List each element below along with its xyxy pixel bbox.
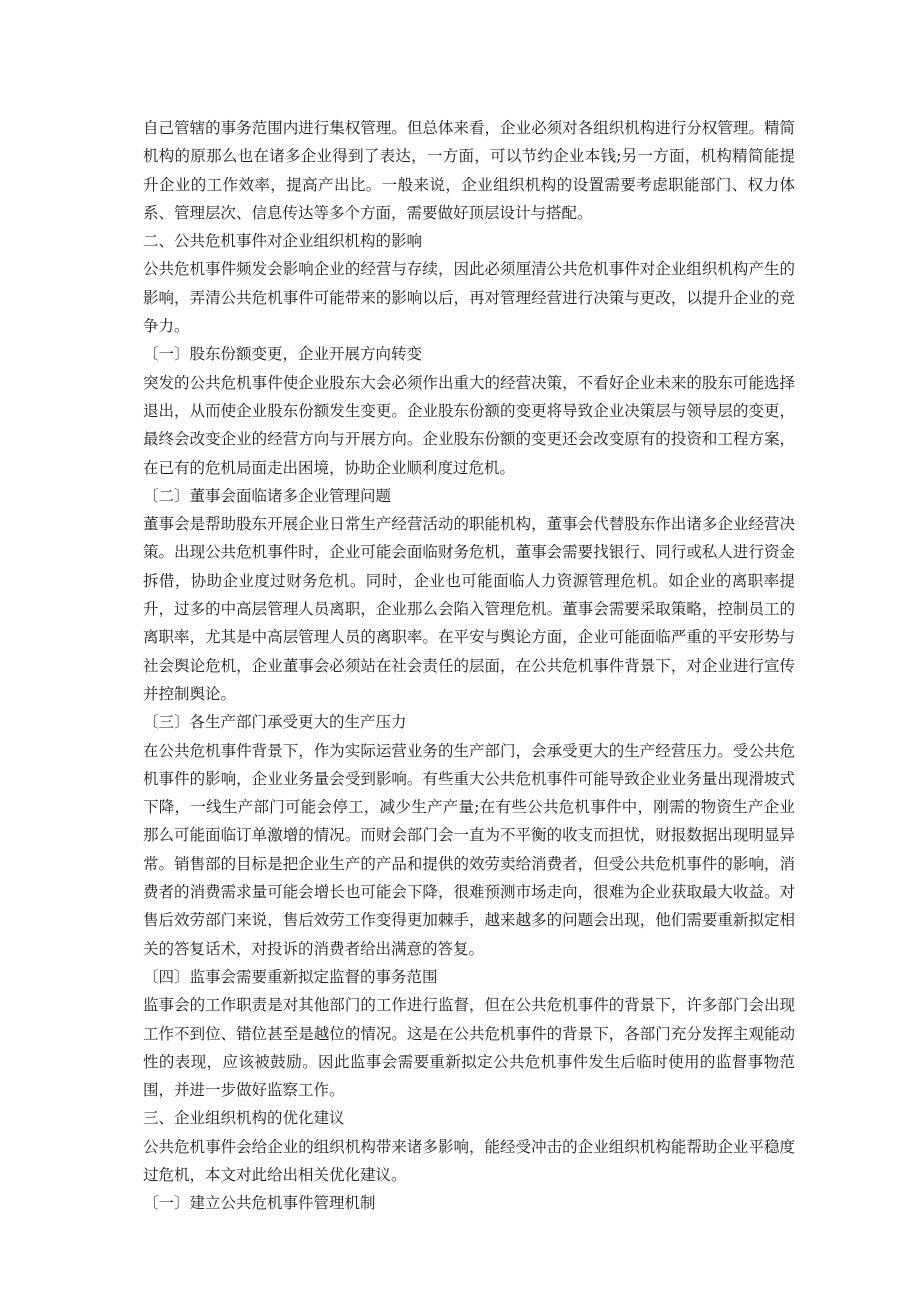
subheading-2-1: 〔一〕股东份额变更，企业开展方向转变 bbox=[143, 345, 423, 364]
paragraph-supervisors: 监事会的工作职责是对其他部门的工作进行监督，但在公共危机事件的背景下，许多部门会出现工作不到位、错位甚至是越位的情况。这是在公共危机事件的背景下，各部门充分发挥主观能动性的表现，应该被鼓励。因此监事会需要重新拟定公共危机事件发生后临时使用的监督事物范围，并进一步做好监察工作。 bbox=[143, 996, 795, 1100]
paragraph-section-2-intro: 公共危机事件频发会影响企业的经营与存续，因此必须厘清公共危机事件对企业组织机构产生的影响，弄清公共危机事件可能带来的影响以后，再对管理经营进行决策与更改，以提升企业的竞争力。 bbox=[143, 260, 795, 336]
subheading-3-1: 〔一〕建立公共危机事件管理机制 bbox=[143, 1194, 376, 1213]
section-heading-2: 二、公共危机事件对企业组织机构的影响 bbox=[143, 232, 423, 251]
subheading-2-2: 〔二〕董事会面临诸多企业管理问题 bbox=[143, 486, 392, 505]
paragraph-shareholders: 突发的公共危机事件使企业股东大会必须作出重大的经营决策，不看好企业未来的股东可能选择退出，从而使企业股东份额发生变更。企业股东份额的变更将导致企业决策层与领导层的变更，最终会改变企业的经营方向与开展方向。企业股东份额的变更还会改变原有的投资和工程方案，在已有的危机局面走出困境，协助企业顺利度过危机。 bbox=[143, 373, 795, 477]
document-body bbox=[143, 114, 795, 1218]
paragraph-production: 在公共危机事件背景下，作为实际运营业务的生产部门，会承受更大的生产经营压力。受公共危机事件的影响，企业业务量会受到影响。有些重大公共危机事件可能导致企业业务量出现滑坡式下降，一线生产部门可能会停工，减少生产产量;在有些公共危机事件中，刚需的物资生产企业那么可能面临订单激增的情况。而财会部门会一直为不平衡的收支而担忧，财报数据出现明显异常。销售部的目标是把企业生产的产品和提供的效劳卖给消费者，但受公共危机事件的影响，消费者的消费需求量可能会增长也可能会下降，很难预测市场走向，很难为企业获取最大收益。对售后效劳部门来说，售后效劳工作变得更加棘手，越来越多的问题会出现，他们需要重新拟定相关的答复话术，对投诉的消费者给出满意的答复。 bbox=[143, 741, 795, 958]
subheading-2-4: 〔四〕监事会需要重新拟定监督的事务范围 bbox=[143, 967, 438, 986]
paragraph-intro-continued: 自己管辖的事务范围内进行集权管理。但总体来看，企业必须对各组织机构进行分权管理。精简机构的原那么也在诸多企业得到了表达，一方面，可以节约企业本钱;另一方面，机构精简能提升企业的工作效率，提高产出比。一般来说，企业组织机构的设置需要考虑职能部门、权力体系、管理层次、信息传达等多个方面，需要做好顶层设计与搭配。 bbox=[143, 119, 795, 222]
section-heading-3: 三、企业组织机构的优化建议 bbox=[143, 1109, 345, 1128]
paragraph-board: 董事会是帮助股东开展企业日常生产经营活动的职能机构，董事会代替股东作出诸多企业经营决策。出现公共危机事件时，企业可能会面临财务危机，董事会需要找银行、同行或私人进行资金拆借，协助企业度过财务危机。同时，企业也可能面临人力资源管理危机。如企业的离职率提升，过多的中高层管理人员离职，企业那么会陷入管理危机。董事会需要采取策略，控制员工的离职率，尤其是中高层管理人员的离职率。在平安与舆论方面，企业可能面临严重的平安形势与社会舆论危机，企业董事会必须站在社会责任的层面，在公共危机事件背景下，对企业进行宣传并控制舆论。 bbox=[143, 515, 795, 703]
paragraph-section-3-intro: 公共危机事件会给企业的组织机构带来诸多影响，能经受冲击的企业组织机构能帮助企业平稳度过危机，本文对此给出相关优化建议。 bbox=[143, 1137, 795, 1184]
subheading-2-3: 〔三〕各生产部门承受更大的生产压力 bbox=[143, 713, 407, 732]
